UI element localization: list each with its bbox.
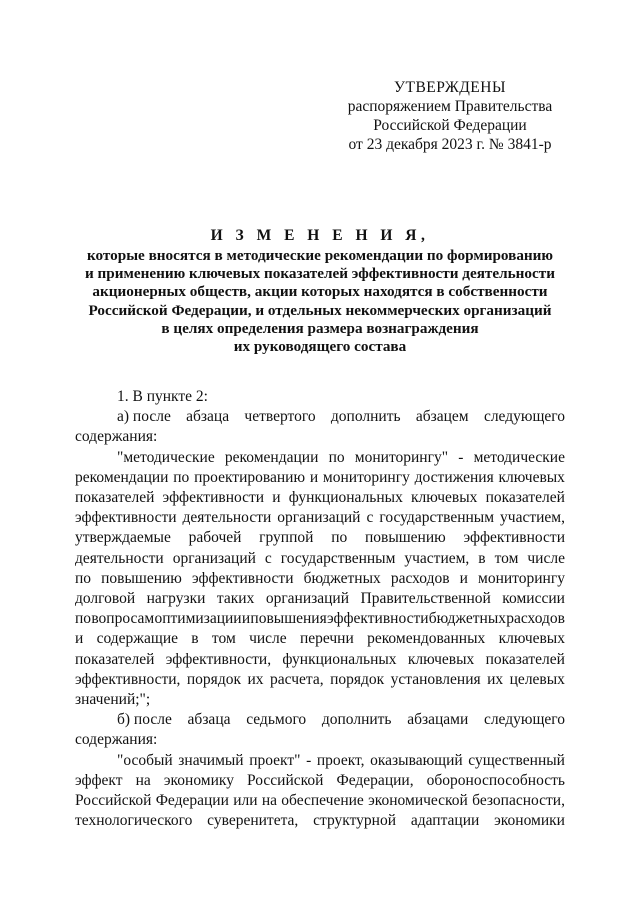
body-word: четвертого: [244, 408, 316, 426]
body-word: и: [309, 468, 319, 486]
body-word: ключевых: [407, 650, 475, 668]
body-word: утверждаемые: [75, 529, 171, 547]
body-word: следующего: [483, 408, 565, 426]
body-word: деятельности: [182, 509, 272, 527]
body-word: эффективности: [162, 489, 265, 507]
body-word: том: [211, 630, 236, 648]
body-line: [75, 508, 565, 528]
body-word: группой: [259, 529, 314, 547]
body-word: -: [458, 448, 464, 466]
body-line: [75, 609, 565, 629]
body-word: государственным: [280, 549, 396, 567]
body-word: достижения: [414, 468, 494, 486]
body-word: экономику: [163, 771, 234, 789]
body-word: на: [135, 771, 151, 789]
body-line: [75, 629, 565, 649]
body-word: абзацем: [415, 408, 469, 426]
body-word: следующего: [483, 711, 565, 729]
body-word: "особый: [117, 751, 173, 769]
body-line: [75, 670, 565, 690]
body-word: дополнить: [330, 408, 401, 426]
subtitle-line: которые вносятся в методические рекомендации по формированию: [86, 247, 554, 264]
body-word: проект": [249, 751, 301, 769]
body-word: расходов: [506, 610, 565, 628]
body-word: методические: [473, 448, 565, 466]
body-line: [75, 589, 565, 609]
body-word: порядок: [186, 670, 241, 688]
document-body: [75, 387, 565, 831]
body-word: в: [478, 549, 486, 567]
body-word: эффективности: [191, 569, 294, 587]
body-word: Российской: [247, 771, 324, 789]
subtitle-line: в целях определения размера вознаграждения: [161, 319, 479, 337]
body-word: с: [264, 549, 272, 567]
body-word: эффективности,: [165, 650, 272, 668]
body-word: организаций: [277, 509, 361, 527]
body-line: [75, 751, 565, 771]
body-word: суверенитета,: [207, 812, 299, 830]
body-word: целевых: [509, 670, 565, 688]
body-word: рекомендованных: [367, 630, 486, 648]
body-word: 1. В пункте 2:: [117, 388, 208, 405]
body-word: и: [272, 489, 281, 507]
body-word: технологического: [75, 812, 193, 830]
body-line: [75, 468, 565, 488]
body-line: [75, 387, 565, 407]
body-word: обороноспособность: [426, 771, 565, 789]
body-word: Федерации,: [336, 771, 414, 789]
body-line: [75, 448, 565, 468]
subtitle-line: их руководящего состава: [233, 338, 407, 356]
body-word: мониторингу: [478, 569, 565, 587]
body-line: [75, 771, 565, 791]
body-word: абзаца: [186, 408, 230, 426]
body-word: содержащие: [96, 630, 178, 648]
body-word: бюджетных: [303, 569, 381, 587]
body-word: участием,: [500, 509, 565, 527]
body-word: адаптации: [410, 812, 480, 830]
body-word: дополнить: [321, 711, 392, 729]
body-word: экономики: [494, 812, 565, 830]
body-word: показателей: [485, 489, 565, 507]
body-word: эффективности: [75, 509, 177, 527]
body-line: [75, 650, 565, 670]
body-word: содержания:: [75, 731, 158, 749]
body-word: эффективности: [463, 529, 565, 547]
body-word: Федерации: [155, 792, 229, 810]
body-word: мониторингу": [354, 448, 449, 466]
body-word: государственным: [379, 509, 495, 527]
body-word: б) после: [117, 711, 172, 729]
subtitle-line: и применению ключевых показателей эффективности деятельности: [85, 265, 555, 283]
body-word: оказывающий: [370, 751, 463, 769]
body-word: Российской: [75, 792, 152, 810]
approval-stamp: [330, 78, 570, 154]
body-word: в: [191, 630, 199, 648]
body-line: [75, 427, 565, 447]
body-line: [75, 730, 565, 750]
body-line: [75, 791, 565, 811]
body-word: рекомендации: [75, 468, 169, 486]
body-word: перечни: [299, 630, 354, 648]
body-word: структурной: [313, 812, 396, 830]
body-word: а) после: [117, 408, 171, 426]
body-word: том: [494, 549, 519, 567]
body-word: числе: [527, 549, 565, 567]
body-word: по: [328, 448, 345, 466]
body-word: рабочей: [188, 529, 242, 547]
body-line: [75, 528, 565, 548]
body-word: значений;";: [75, 691, 151, 709]
body-word: эффективности: [327, 610, 429, 628]
approval-date-line: от 23 декабря 2023 г. № 3841-р: [348, 136, 552, 153]
body-word: комиссии: [502, 590, 565, 608]
body-word: порядок: [330, 670, 385, 688]
approval-line: Российской Федерации: [373, 117, 527, 134]
body-word: участием,: [404, 549, 470, 567]
body-line: [75, 710, 565, 730]
body-word: и: [459, 569, 468, 587]
body-word: числе: [249, 630, 287, 648]
body-word: абзацами: [407, 711, 469, 729]
body-word: проектированию: [194, 468, 306, 486]
body-word: установления: [390, 670, 481, 688]
body-word: на: [261, 792, 277, 810]
body-word: нагрузки: [146, 590, 206, 608]
body-word: существенный: [468, 751, 565, 769]
body-word: функциональных: [282, 650, 397, 668]
body-word: расходов: [390, 569, 450, 587]
body-line: [75, 690, 565, 710]
body-word: таких: [216, 590, 255, 608]
body-word: повышению: [101, 569, 182, 587]
body-word: и: [75, 630, 84, 648]
document-title: И З М Е Н Е Н И Я,: [210, 227, 430, 244]
body-word: содержания:: [75, 428, 158, 446]
body-word: повышению: [364, 529, 446, 547]
body-word: функциональных: [288, 489, 403, 507]
body-word: деятельности: [75, 549, 164, 567]
body-word: с: [366, 509, 374, 527]
body-word: эффективности,: [75, 670, 181, 688]
body-line: [75, 811, 565, 831]
body-word: по: [173, 468, 190, 486]
body-word: или: [233, 792, 258, 810]
body-word: их: [487, 670, 504, 688]
body-word: -: [306, 751, 312, 769]
body-word: организаций: [265, 590, 350, 608]
body-word: ключевых: [498, 630, 565, 648]
body-word: по: [75, 569, 92, 587]
body-word: мониторингу: [322, 468, 410, 486]
body-word: обеспечение: [281, 792, 364, 810]
body-word: седьмого: [246, 711, 307, 729]
body-word: "методические: [117, 448, 215, 466]
body-word: безопасности,: [472, 792, 565, 810]
body-word: значимый: [178, 751, 244, 769]
body-line: [75, 569, 565, 589]
body-word: абзаца: [187, 711, 231, 729]
body-word: Правительственной: [360, 590, 491, 608]
body-word: рекомендации: [224, 448, 319, 466]
subtitle-line: акционерных обществ, акции которых находятся в собственности: [92, 283, 548, 301]
approval-heading: УТВЕРЖДЕНЫ: [394, 79, 506, 96]
body-word: их: [247, 670, 264, 688]
body-word: вопросам: [91, 610, 155, 628]
body-line: [75, 407, 565, 427]
body-word: повышения: [250, 610, 327, 628]
body-word: расчета,: [270, 670, 324, 688]
body-word: показателей: [75, 489, 155, 507]
body-word: по: [75, 610, 92, 628]
body-word: проект,: [316, 751, 365, 769]
body-word: долговой: [75, 590, 136, 608]
subtitle-line: Российской Федерации, и отдельных некоммерческих организаций: [88, 301, 552, 319]
body-word: по: [331, 529, 348, 547]
body-word: оптимизации: [154, 610, 242, 628]
body-line: [75, 549, 565, 569]
body-word: ключевых: [498, 468, 565, 486]
body-word: показателей: [485, 650, 565, 668]
body-word: ключевых: [411, 489, 478, 507]
body-word: эффект: [75, 771, 123, 789]
body-word: бюджетных: [428, 610, 506, 628]
document-subtitle: [70, 247, 570, 356]
body-word: показателей: [75, 650, 155, 668]
body-word: и: [241, 610, 251, 628]
body-line: [75, 488, 565, 508]
body-word: экономической: [368, 792, 468, 810]
approval-line: распоряжением Правительства: [347, 98, 553, 115]
body-word: организаций: [172, 549, 256, 567]
